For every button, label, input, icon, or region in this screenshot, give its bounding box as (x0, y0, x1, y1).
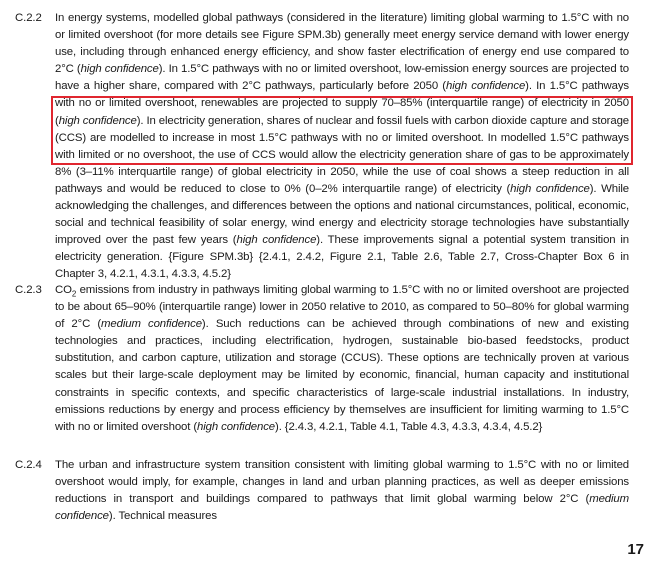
paragraph-text (55, 10, 629, 284)
page-number: 17 (627, 541, 644, 558)
paragraph-number: C.2.4 (15, 459, 42, 471)
confidence-qualifier: high confidence (80, 63, 159, 76)
paragraph-text (55, 457, 629, 525)
highlighted-text-segment: overshoot, renewables are projected to supply 70–85% (interquartile range) of electricity in 2050 ( (55, 97, 629, 127)
paragraph-number: C.2.2 (15, 12, 42, 24)
text-segment: ). {2.4.3, 4.2.1, Table 4.1, Table 4.3, 4.3.3, 4.3.4, 4.5.2} (275, 420, 543, 433)
highlighted-text-segment: high confidence (58, 114, 137, 127)
paragraph-text (55, 282, 629, 436)
confidence-qualifier: high confidence (236, 234, 317, 247)
text-segment: ). These improvements signal a potential system transition in electricity generation. {Figure SPM.3b} {2.4.1, 2.4.2, Figure 2.1, Table 2.6, Table 2.7, Cross-Chapter Box 6 in Chapter 3, 4.2.1, 4.3.1, 4.3.3, 4.5.2} (55, 234, 629, 281)
text-segment: ). In 1.5°C pathways with no or limited (55, 80, 630, 110)
text-segment: the use of CCS would allow the electricity generation share of gas to be approximately 8% (3–11% interquartile range) of global electricity in 2050, while the use of coal shows a steep reduction in all pathways and would be reduced to close to 0% (0–2% interquartile range) of electricity ( (55, 148, 629, 195)
text-segment: 2 (71, 289, 77, 299)
text-segment: ). Such reductions can be achieved through combinations of new and existing technologies and practices, including electrification, hydrogen, sustainable bio-based feedstocks, product substitution, and carbon capture, utilization and storage (CCUS). These options are technically proven at various scales but their large-scale deployment may be limited by economic, financial, human capacity and institutional constraints in specific contexts, and specific characteristics of large-scale industrial installations. In industry, emissions reductions by energy and process efficiency by themselves are insufficient for limiting warming to 1.5°C with no or limited overshoot ( (55, 318, 630, 433)
text-segment: ). While acknowledging the challenges, and differences between the options and national circumstances, political, economic, social and technical feasibility of solar energy, wind energy and electricity storage technologies have substantially improved over the past few years ( (55, 182, 630, 247)
confidence-qualifier: medium confidence (55, 493, 629, 523)
text-segment: CO (55, 284, 72, 296)
highlighted-text-segment: ). In electricity generation, shares of nuclear and fossil fuels with carbon dioxide capture and storage (CCS) are modelled to increase in most 1.5°C pathways with no or limited overshoot. In modelled 1.5°C pathways with limited or no overshoot, (55, 114, 630, 161)
confidence-qualifier: high confidence (510, 182, 590, 195)
text-segment: The urban and infrastructure system transition consistent with limiting global warming to 1.5°C with no or limited overshoot would imply, for example, changes in land and urban planning practices, as well as deeper emissions reductions in transport and buildings compared to pathways that limit global warming below 2°C ( (55, 459, 629, 506)
confidence-qualifier: high confidence (445, 80, 526, 93)
text-segment: ). In 1.5°C pathways with no or limited overshoot, low-emission energy sources are projected to have a higher share, compared with 2°C pathways, particularly before 2050 ( (55, 63, 629, 93)
text-segment: In energy systems, modelled global pathways (considered in the literature) limiting global warming to 1.5°C with no or limited overshoot (for more details see Figure SPM.3b) generally meet energy service demand with lower energy use, including through enhanced energy efficiency, and show faster electrification of energy end use compared to 2°C ( (55, 12, 629, 76)
confidence-qualifier: medium confidence (101, 318, 202, 331)
text-segment: ). Technical measures (108, 510, 217, 523)
paragraph-number: C.2.3 (15, 284, 42, 296)
confidence-qualifier: high confidence (197, 420, 276, 433)
text-segment: emissions from industry in pathways limiting global warming to 1.5°C with no or limited overshoot are projected to be about 65–90% (interquartile range) lower in 2050 relative to 2010, as compared to 50–80% for global warming of 2°C ( (55, 284, 629, 331)
